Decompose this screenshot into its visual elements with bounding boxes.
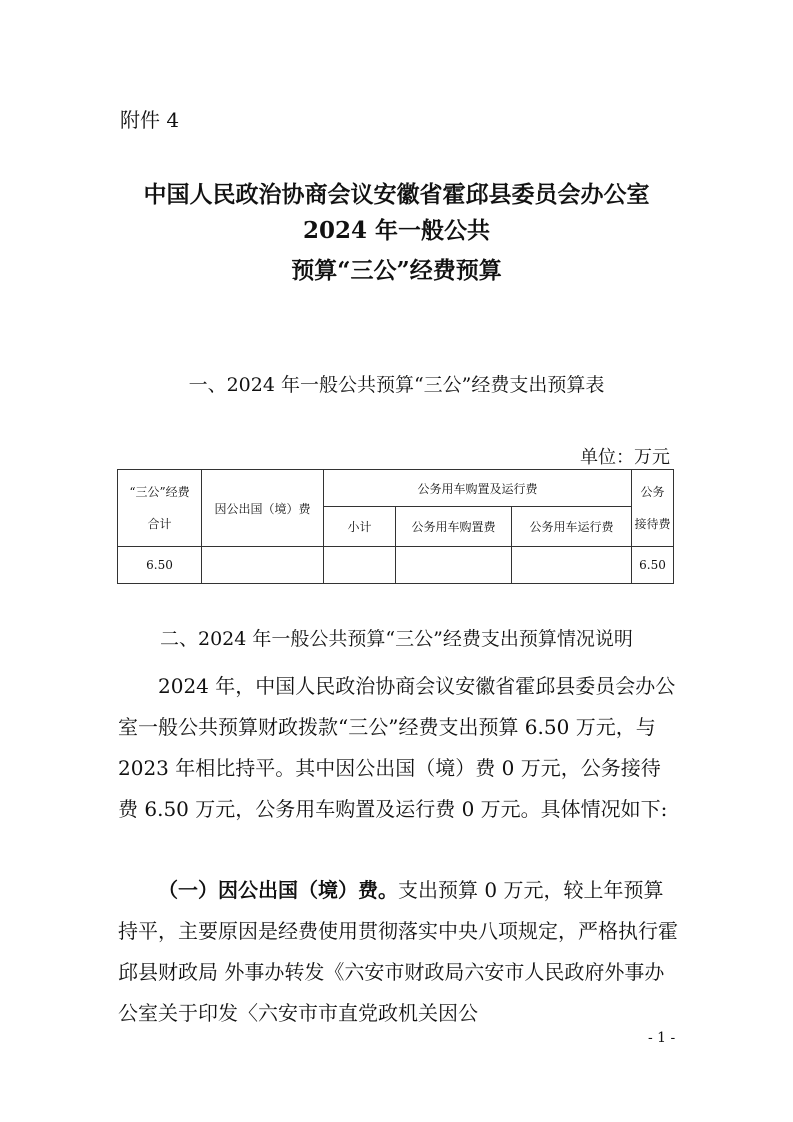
document-title-line-3: 预算“三公”经费预算 (291, 257, 502, 284)
paragraph-2-heading: （一）因公出国（境）费。 (158, 878, 398, 902)
header-vehicle: 公务用车购置及运行费 (324, 470, 632, 507)
cell-reception: 6.50 (632, 547, 674, 584)
attachment-label: 附件 4 (120, 108, 180, 132)
table-row (118, 547, 674, 584)
paragraph-1: 2024 年，中国人民政治协商会议安徽省霍邱县委员会办公室一般公共预算财政拨款“三公”经费支出预算 6.50 万元，与 2023 年相比持平。其中因公出国（境）费 0 万元，公务接待费 6.50 万元，公务用车购置及运行费 0 万元。具体情况如下: (118, 674, 676, 821)
header-total-top: “三公”经费 (129, 485, 190, 499)
header-subtotal: 小计 (324, 507, 396, 547)
cell-abroad (202, 547, 324, 584)
header-total-bottom: 合计 (147, 517, 172, 531)
header-operation: 公务用车运行费 (512, 507, 632, 547)
unit-label: 单位：万元 (580, 447, 670, 468)
paragraph-2 (118, 870, 680, 1034)
cell-total: 6.50 (118, 547, 202, 584)
header-reception-top: 公务 (640, 485, 665, 499)
cell-purchase (396, 547, 512, 584)
document-title-line-1: 中国人民政治协商会议安徽省霍邱县委员会办公室 (143, 181, 650, 208)
header-reception (632, 470, 674, 547)
header-reception-bottom: 接待费 (634, 517, 671, 531)
header-abroad: 因公出国（境）费 (202, 470, 324, 547)
budget-table (117, 469, 674, 584)
header-purchase: 公务用车购置费 (396, 507, 512, 547)
section-1-heading: 一、2024 年一般公共预算“三公”经费支出预算表 (188, 374, 605, 396)
cell-operation (512, 547, 632, 584)
section-2-heading: 二、2024 年一般公共预算“三公”经费支出预算情况说明 (160, 628, 633, 650)
paragraph-2-text: 支出预算 0 万元，较上年预算持平，主要原因是经费使用贯彻落实中央八项规定，严格执行霍邱县财政局 外事办转发《六安市财政局六安市人民政府外事办公室关于印发〈六安市市直党政机关因公 (118, 878, 678, 1025)
document-title-line-2: 2024 年一般公共 (302, 217, 491, 244)
header-total (118, 470, 202, 547)
page-number: - 1 - (648, 1030, 676, 1046)
cell-subtotal (324, 547, 396, 584)
